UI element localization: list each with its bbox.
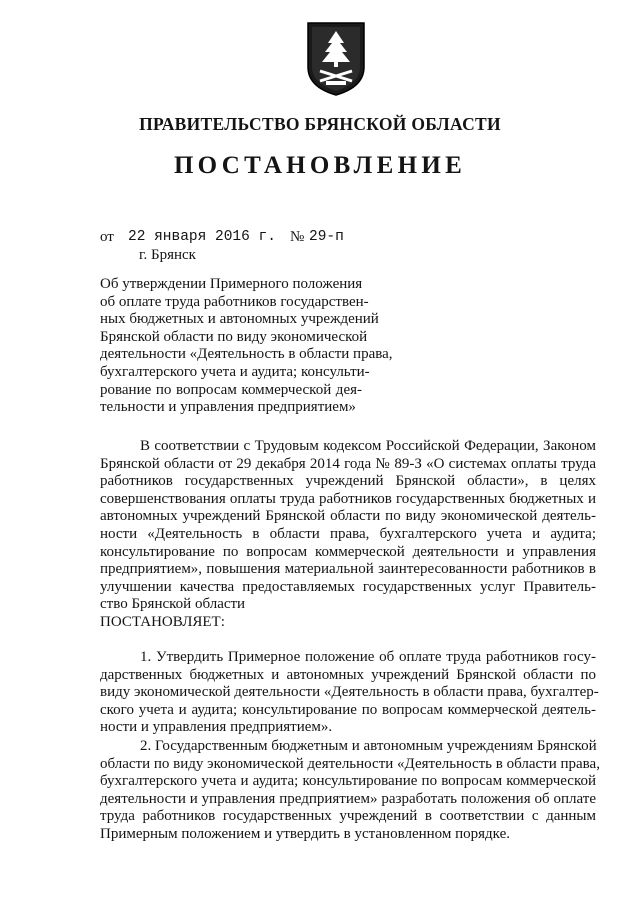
preamble-line: ство Брянской области [100, 596, 246, 613]
resolves-heading: ПОСТАНОВЛЯЕТ: [100, 613, 225, 630]
item-1-line: дарственных бюджетных и автономных учреждений Брянской области по [100, 666, 596, 683]
document-city: г. Брянск [139, 247, 196, 263]
subject-line: бухгалтерского учета и аудита; консульти- [100, 363, 370, 380]
subject-line: об оплате труда работников государствен- [100, 293, 369, 310]
preamble-line: работников государственных учреждений Брянской области», в целях [100, 473, 596, 490]
item-1-line: ского учета и аудита; консультирование по вопросам коммерческой деятель- [100, 701, 596, 718]
preamble-line: Брянской области от 29 декабря 2014 года № 89-З «О системах оплаты труда [100, 455, 596, 472]
item-1-line: виду экономической деятельности «Деятельность в области права, бухгалтер- [100, 684, 599, 701]
subject-line: деятельности «Деятельность в области права, [100, 346, 393, 363]
subject-line: рование по вопросам коммерческой дея- [100, 381, 362, 398]
item-1-line: 1. Утвердить Примерное положение об оплате труда работников госу- [140, 649, 596, 665]
preamble-line: ности «Деятельность в области права, бухгалтерского учета и аудита; [100, 525, 596, 542]
number-prefix: № [290, 229, 305, 245]
document-subject [100, 276, 393, 417]
item-2-line: 2. Государственным бюджетным и автономным учреждениям Брянской [140, 738, 597, 754]
preamble-paragraph [100, 438, 596, 632]
document-number: 29-п [309, 229, 344, 245]
preamble-line: В соответствии с Трудовым кодексом Российской Федерации, Законом [140, 438, 596, 454]
item-2-line: труда работников государственных учреждений в соответствии с данным [100, 808, 596, 825]
subject-line: Брянской области по виду экономической [100, 328, 368, 345]
bryansk-coat-of-arms-icon [306, 21, 366, 97]
preamble-line: совершенствования оплаты труда работников государственных бюджетных и [100, 490, 596, 507]
preamble-line: автономных учреждений Брянской области по виду экономической деятель- [100, 508, 596, 525]
preamble-line: консультирование по вопросам коммерческой деятельности и управления [100, 543, 596, 560]
document-date: 22 января 2016 г. [128, 229, 276, 245]
preamble-line: улучшении качества предоставляемых государственных услуг Правитель- [100, 578, 596, 595]
subject-line: Об утверждении Примерного положения [100, 276, 363, 292]
item-2-line: области по виду экономической деятельности «Деятельность в области права, [100, 755, 600, 772]
preamble-line: предприятием», повышения материальной заинтересованности работников в [100, 561, 596, 578]
item-1-paragraph [100, 649, 599, 737]
date-prefix: от [100, 229, 114, 245]
item-1-line: ности и управления предприятием». [100, 719, 333, 736]
item-2-line: деятельности и управления предприятием» разработать положения об оплате [100, 790, 596, 807]
subject-line: тельности и управления предприятием» [100, 399, 356, 416]
item-2-paragraph [100, 738, 600, 844]
item-2-line: бухгалтерского учета и аудита; консультирование по вопросам коммерческой [100, 773, 596, 790]
government-title: ПРАВИТЕЛЬСТВО БРЯНСКОЙ ОБЛАСТИ [139, 114, 501, 134]
document-type-title: ПОСТАНОВЛЕНИЕ [173, 152, 467, 179]
item-2-line: Примерным положением и утвердить в установленном порядке. [100, 825, 511, 842]
subject-line: ных бюджетных и автономных учреждений [100, 311, 379, 328]
